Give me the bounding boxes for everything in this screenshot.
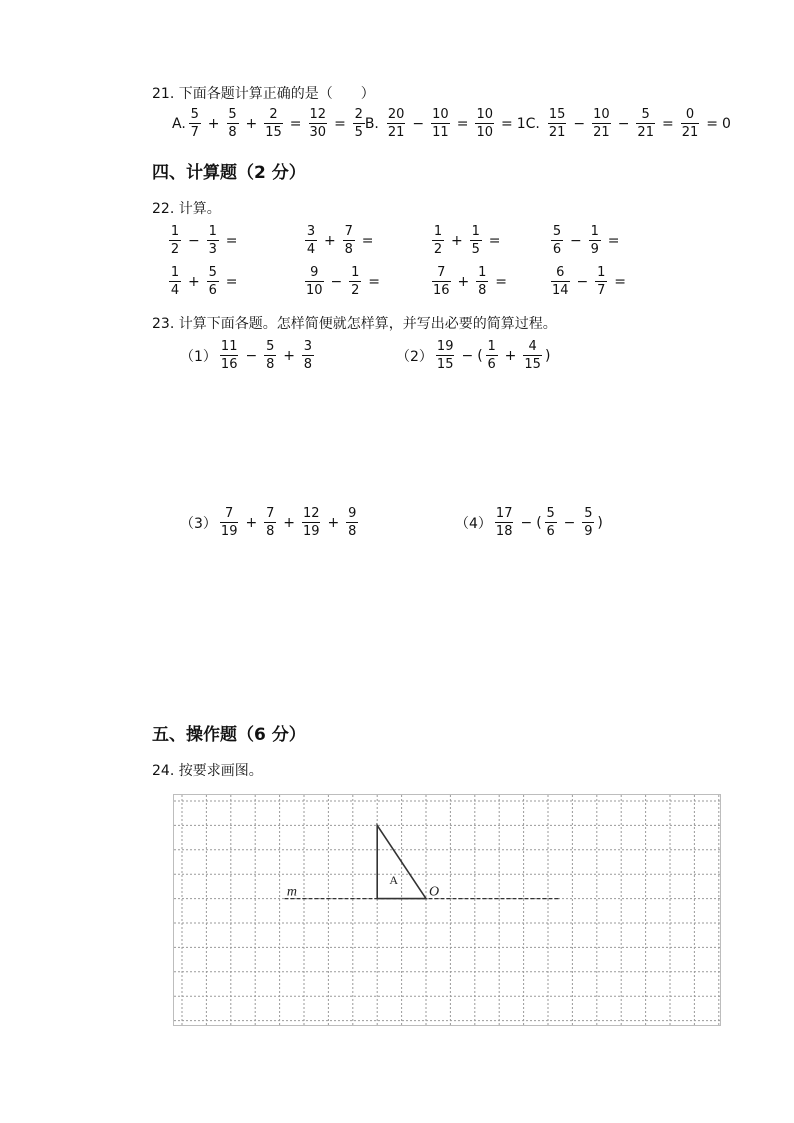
fraction: $\frac{1}{2}$ (170, 224, 180, 257)
operator: − (330, 273, 343, 290)
fraction: $\frac{9}{10}$ (306, 265, 323, 298)
equals-sign: = (488, 232, 501, 249)
problem-label: （1） (180, 348, 217, 365)
fraction: $\frac{5}{7}$ (190, 107, 199, 140)
fraction: $\frac{5}{6}$ (552, 224, 562, 257)
q22-item (429, 225, 504, 256)
fraction: $\frac{0}{21}$ (681, 107, 699, 140)
equals-sign: = (607, 232, 620, 249)
fraction: $\frac{2}{5}$ (354, 107, 363, 140)
problem-label: （2） (396, 348, 433, 365)
q21-stem: 21. 下面各题计算正确的是（ ） (152, 86, 375, 102)
fraction: $\frac{5}{8}$ (266, 339, 275, 372)
fraction: $\frac{5}{9}$ (584, 506, 593, 539)
fraction: $\frac{12}{30}$ (309, 107, 327, 140)
fraction: $\frac{5}{6}$ (546, 506, 555, 539)
option-b-label: B. (364, 115, 379, 132)
q23-problem-3: （3） $\frac{7}{19}$ + $\frac{7}{8}$ + $\frac{12}{19}$ + $\frac{9}{8}$ (180, 506, 357, 539)
equals-sign: = (225, 232, 238, 249)
fraction: $\frac{4}{15}$ (524, 339, 541, 372)
fraction: $\frac{1}{9}$ (590, 224, 599, 257)
q22-item (548, 266, 630, 297)
problem-label: （4） (455, 515, 492, 532)
q22-item (166, 225, 241, 256)
equals-sign: = (614, 273, 627, 290)
problem-label: （3） (180, 515, 217, 532)
q23-stem: 23. 计算下面各题。怎样简便就怎样算，并写出必要的简算过程。 (152, 316, 557, 332)
fraction: $\frac{3}{4}$ (306, 224, 316, 257)
fraction: $\frac{19}{15}$ (436, 339, 454, 372)
operator: − (576, 273, 589, 290)
equals-sign: = (368, 273, 381, 290)
fraction: $\frac{7}{16}$ (433, 265, 450, 298)
fraction: $\frac{17}{18}$ (495, 506, 513, 539)
q22-item (548, 225, 623, 256)
option-a-label: A. (172, 115, 186, 132)
operator: − (188, 232, 200, 249)
fraction: $\frac{1}{5}$ (471, 224, 480, 257)
fraction: $\frac{7}{8}$ (266, 506, 275, 539)
fraction: $\frac{1}{7}$ (597, 265, 606, 298)
operator: + (451, 232, 463, 249)
operator: + (457, 273, 470, 290)
fraction: $\frac{15}{21}$ (548, 107, 566, 140)
q22-item (429, 266, 511, 297)
fraction: $\frac{1}{4}$ (170, 265, 180, 298)
q22-item (302, 225, 377, 256)
q21-options: A. $\frac{5}{7}$ + $\frac{5}{8}$ + $\frac{2}{15}$ = $\frac{12}{30}$ = $\frac{2}{5}$ B. $\frac{20}{21}$ − $\frac{10}{11}$ = $\frac{10}{10}$ = 1C. $\frac{15}{21}$ − $\frac{10}{21}$ − $\frac{5}{21}$ = $\frac{0}{21}$ = 0 (172, 107, 731, 140)
operator: + (188, 273, 200, 290)
option-c-result: 0 (721, 115, 731, 132)
fraction: $\frac{3}{8}$ (303, 339, 313, 372)
fraction: $\frac{1}{2}$ (351, 265, 360, 298)
operator: − (570, 232, 582, 249)
fraction: $\frac{6}{14}$ (552, 265, 569, 298)
section-5-title: 五、操作题（6 分） (152, 725, 306, 745)
operator: + (324, 232, 336, 249)
option-c-label: 1C. (516, 115, 540, 132)
fraction: $\frac{7}{8}$ (344, 224, 353, 257)
grid-svg (174, 795, 720, 1025)
fraction: $\frac{1}{8}$ (478, 265, 487, 298)
q22-item (166, 266, 241, 297)
fraction: $\frac{20}{21}$ (387, 107, 405, 140)
fraction: $\frac{1}{6}$ (487, 339, 496, 372)
fraction: $\frac{10}{21}$ (593, 107, 610, 140)
fraction: $\frac{12}{19}$ (302, 506, 320, 539)
fraction: $\frac{7}{19}$ (220, 506, 238, 539)
section-4-title: 四、计算题（2 分） (152, 163, 306, 183)
fraction: $\frac{5}{8}$ (228, 107, 237, 140)
q23-problem-4: （4） $\frac{17}{18}$ − ( $\frac{5}{6}$ − $\frac{5}{9}$ ) (455, 506, 603, 539)
fraction: $\frac{5}{21}$ (637, 107, 654, 140)
q24-stem: 24. 按要求画图。 (152, 763, 263, 779)
drawing-grid[interactable] (173, 794, 721, 1026)
fraction: $\frac{10}{11}$ (432, 107, 449, 140)
q23-problem-1: （1） $\frac{11}{16}$ − $\frac{5}{8}$ + $\frac{3}{8}$ (180, 339, 313, 372)
fraction: $\frac{1}{3}$ (208, 224, 217, 257)
point-o-label: O (429, 884, 440, 900)
equals-sign: = (495, 273, 508, 290)
fraction: $\frac{9}{8}$ (348, 506, 357, 539)
triangle-a-label: A (389, 872, 399, 887)
q22-item (302, 266, 384, 297)
fraction: $\frac{2}{15}$ (265, 107, 282, 140)
q23-problem-2: （2） $\frac{19}{15}$ − ( $\frac{1}{6}$ + $\frac{4}{15}$ ) (396, 339, 551, 372)
fraction: $\frac{11}{16}$ (220, 339, 238, 372)
fraction: $\frac{10}{10}$ (476, 107, 493, 140)
fraction: $\frac{1}{2}$ (433, 224, 443, 257)
line-m-label: m (286, 884, 298, 900)
q22-stem: 22. 计算。 (152, 201, 221, 217)
fraction: $\frac{5}{6}$ (208, 265, 217, 298)
equals-sign: = (361, 232, 374, 249)
equals-sign: = (225, 273, 238, 290)
